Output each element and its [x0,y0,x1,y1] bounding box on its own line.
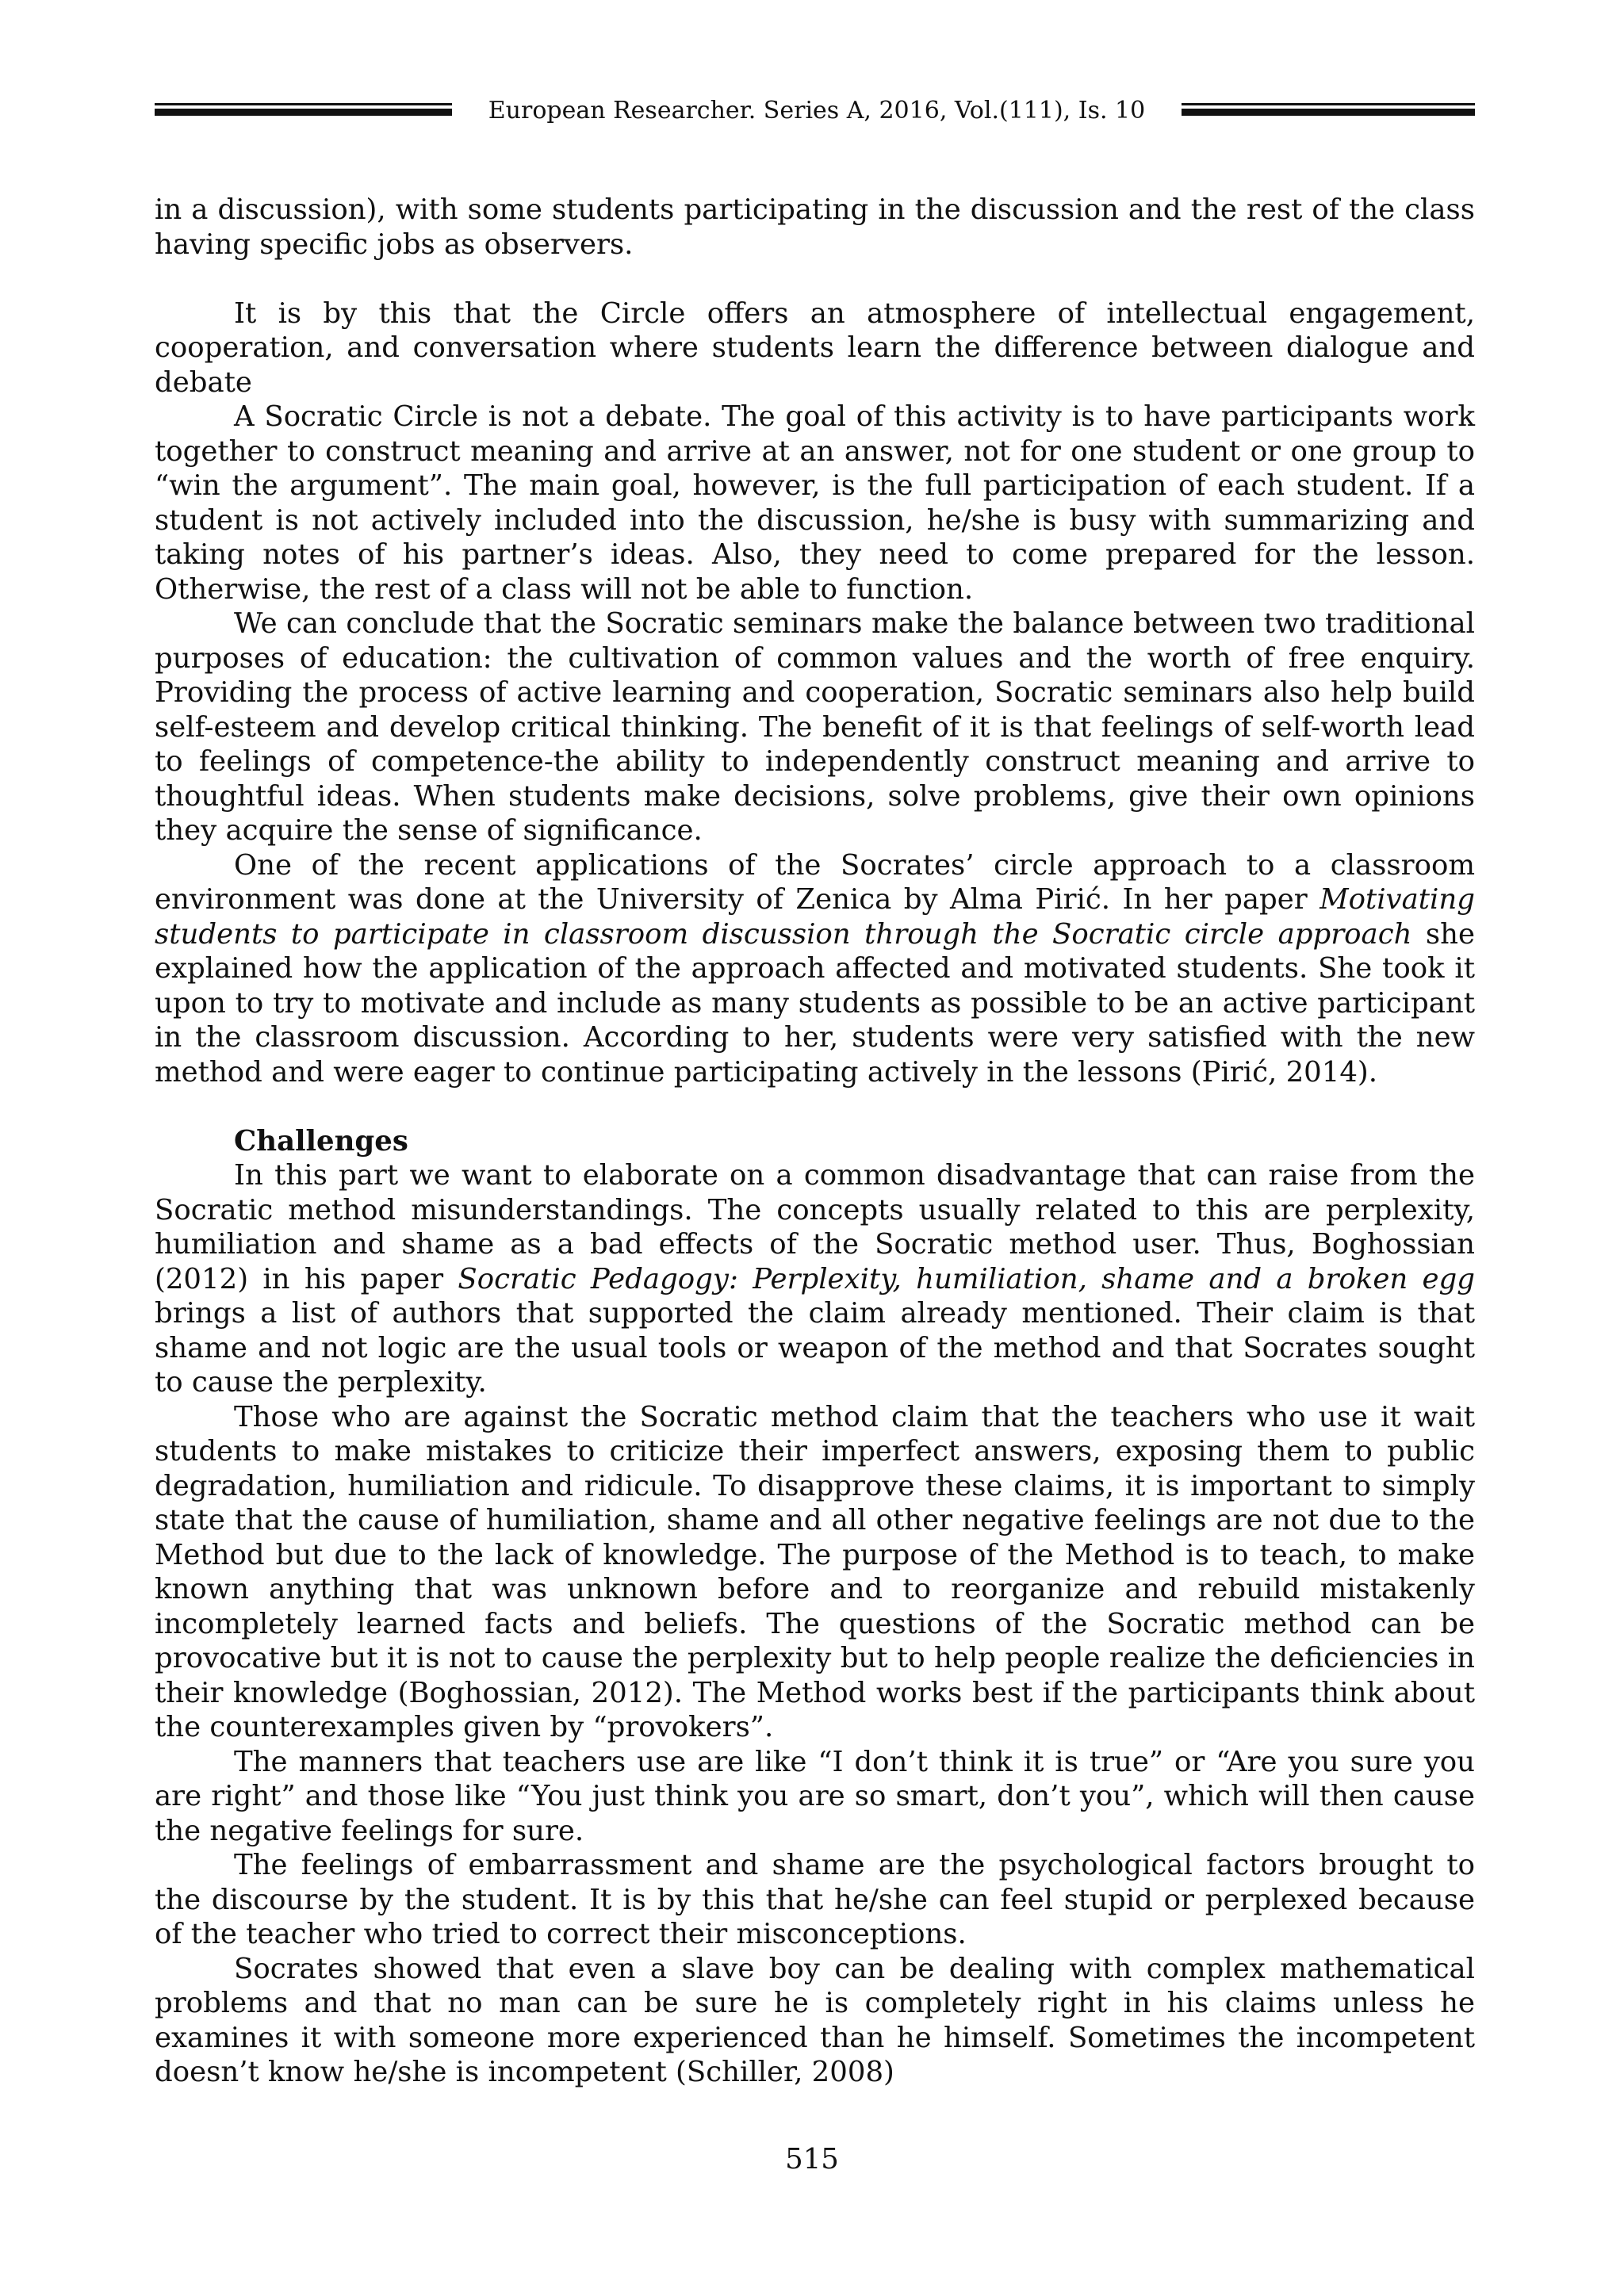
cited-paper-title: Socratic Pedagogy: Perplexity, humiliation, shame and a broken egg [458,1262,1475,1295]
paragraph-gap [155,262,1475,297]
paragraph-embarrassment: The feelings of embarrassment and shame are the psychological factors brought to the discourse by the student. It is by this that he/she can feel stupid or perplexed because of the teacher who tried to correct their misconceptions. [155,1849,1475,1950]
header-rule-left [155,103,452,116]
paragraph-text: brings a list of authors that supported the claim already mentioned. Their claim is that shame and not logic are the usual tools or weapon of the method and that Socrates sought to cause the perplexity. [155,1297,1475,1399]
article-body [155,193,1475,2090]
paragraph-text: In this part we want to elaborate on a common disadvantage that can raise from the Socratic method misunderstandings. The concepts usually related to this are perplexity, humiliation and shame as a bad effects of the Socratic method user. Thus, Boghossian (2012) in his paper [155,1159,1475,1295]
paragraph-not-debate: A Socratic Circle is not a debate. The goal of this activity is to have participants work together to construct meaning and arrive at an answer, not for one student or one group to “win the argument”. The main goal, however, is the full participation of each student. If a student is not actively included into the discussion, he/she is busy with summarizing and taking notes of his partner’s ideas. Also, they need to come prepared for the lesson. Otherwise, the rest of a class will not be able to function. [155,400,1475,606]
paragraph-conclusion: We can conclude that the Socratic seminars make the balance between two traditional purposes of education: the cultivation of common values and the worth of free enquiry. Providing the process of active learning and cooperation, Socratic seminars also help build self-esteem and develop critical thinking. The benefit of it is that feelings of self-worth lead to feelings of competence-the ability to independently construct meaning and arrive to thoughtful ideas. When students make decisions, solve problems, give their own opinions they acquire the sense of significance. [155,607,1475,847]
page-number: 515 [785,2143,839,2175]
paragraph-circle-atmosphere: It is by this that the Circle offers an atmosphere of intellectual engagement, cooperation, and conversation where students learn the difference between dialogue and debate [155,297,1475,399]
running-head: European Researcher. Series A, 2016, Vol.(111), Is. 10 [488,97,1146,124]
section-heading: Challenges [234,1124,408,1158]
paragraph-recent-applications [155,848,1475,1090]
paragraph-text: she explained how the application of the approach affected and motivated students. She took it upon to try to motivate and include as many students as possible to be an active participant in the classroom discussion. According to her, students were very satisfied with the new method and were eager to continue participating actively in the lessons (Pirić, 2014). [155,917,1476,1089]
paragraph-against-method: Those who are against the Socratic method claim that the teachers who use it wait students to make mistakes to criticize their imperfect answers, exposing them to public degradation, humiliation and ridicule. To disapprove these claims, it is important to simply state that the cause of humiliation, shame and all other negative feelings are not due to the Method but due to the lack of knowledge. The purpose of the Method is to teach, to make known anything that was unknown before and to reorganize and rebuild mistakenly incompletely learned facts and beliefs. The questions of the Socratic method can be provocative but it is not to cause the perplexity but to help people realize the deficiencies in their knowledge (Boghossian, 2012). The Method works best if the participants think about the counterexamples given by “provokers”. [155,1400,1475,1743]
paragraph-text: One of the recent applications of the Socrates’ circle approach to a classroom environment was done at the University of Zenica by Alma Pirić. In her paper [155,848,1475,916]
paragraph-teacher-manners: The manners that teachers use are like “I don’t think it is true” or “Are you sure you are right” and those like “You just think you are so smart, don’t you”, which will then cause the negative feelings for sure. [155,1745,1475,1847]
paragraph-challenges-intro [155,1158,1475,1400]
header-rule-right [1182,103,1475,116]
cited-paper-title: Motivating students to participate in classroom discussion through the Socratic circle approach [155,883,1475,951]
page-header [155,94,1475,133]
paragraph-continuation: in a discussion), with some students participating in the discussion and the rest of the class having specific jobs as observers. [155,193,1475,261]
paragraph-slave-boy: Socrates showed that even a slave boy can be dealing with complex mathematical problems and that no man can be sure he is completely right in his claims unless he examines it with someone more experienced than he himself. Sometimes the incompetent doesn’t know he/she is incompetent (Schiller, 2008) [155,1952,1475,2088]
paragraph-gap [155,1089,1475,1124]
